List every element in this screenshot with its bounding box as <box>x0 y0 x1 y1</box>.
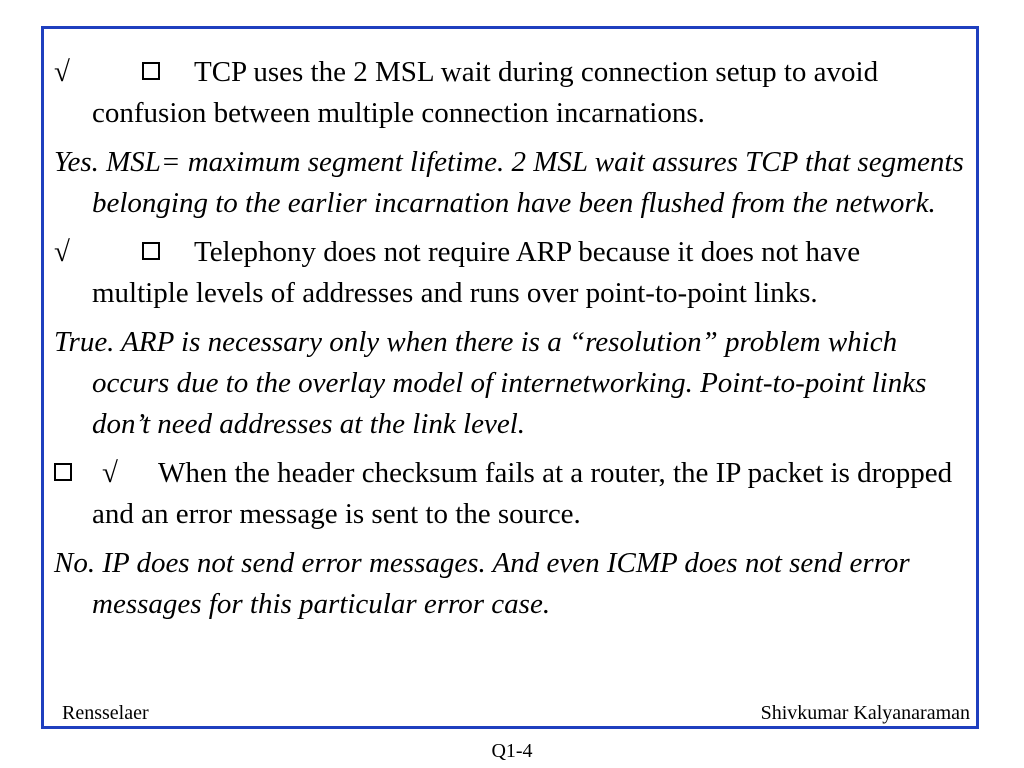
question-1-statement: TCP uses the 2 MSL wait during connection setup to avoid confusion between multiple connection incarnations. <box>92 56 879 129</box>
slide-body <box>54 52 964 633</box>
false-checkbox <box>142 62 160 80</box>
answer-1: Yes. MSL= maximum segment lifetime. 2 MSL wait assures TCP that segments belonging to the earlier incarnation have been flushed from the network. <box>54 146 964 219</box>
false-checkbox <box>142 242 160 260</box>
true-check-mark: √ <box>54 236 70 268</box>
true-check-mark: √ <box>54 56 70 88</box>
false-check-mark: √ <box>102 457 118 489</box>
question-2-statement: Telephony does not require ARP because it does not have multiple levels of addresses and runs over point-to-point links. <box>92 236 861 309</box>
question-3 <box>54 453 964 535</box>
answer-3: No. IP does not send error messages. And even ICMP does not send error messages for this particular error case. <box>54 547 910 620</box>
slide-number: Q1-4 <box>491 740 533 762</box>
answer-2: True. ARP is necessary only when there is a “resolution” problem which occurs due to the overlay model of internetworking. Point-to-point links don’t need addresses at the link level. <box>54 326 927 440</box>
footer-institution: Rensselaer <box>62 702 149 724</box>
question-3-statement: When the header checksum fails at a router, the IP packet is dropped and an error message is sent to the source. <box>92 457 953 530</box>
question-1 <box>54 52 964 134</box>
true-checkbox <box>54 463 72 481</box>
question-2 <box>54 232 964 314</box>
footer-author: Shivkumar Kalyanaraman <box>760 702 970 724</box>
